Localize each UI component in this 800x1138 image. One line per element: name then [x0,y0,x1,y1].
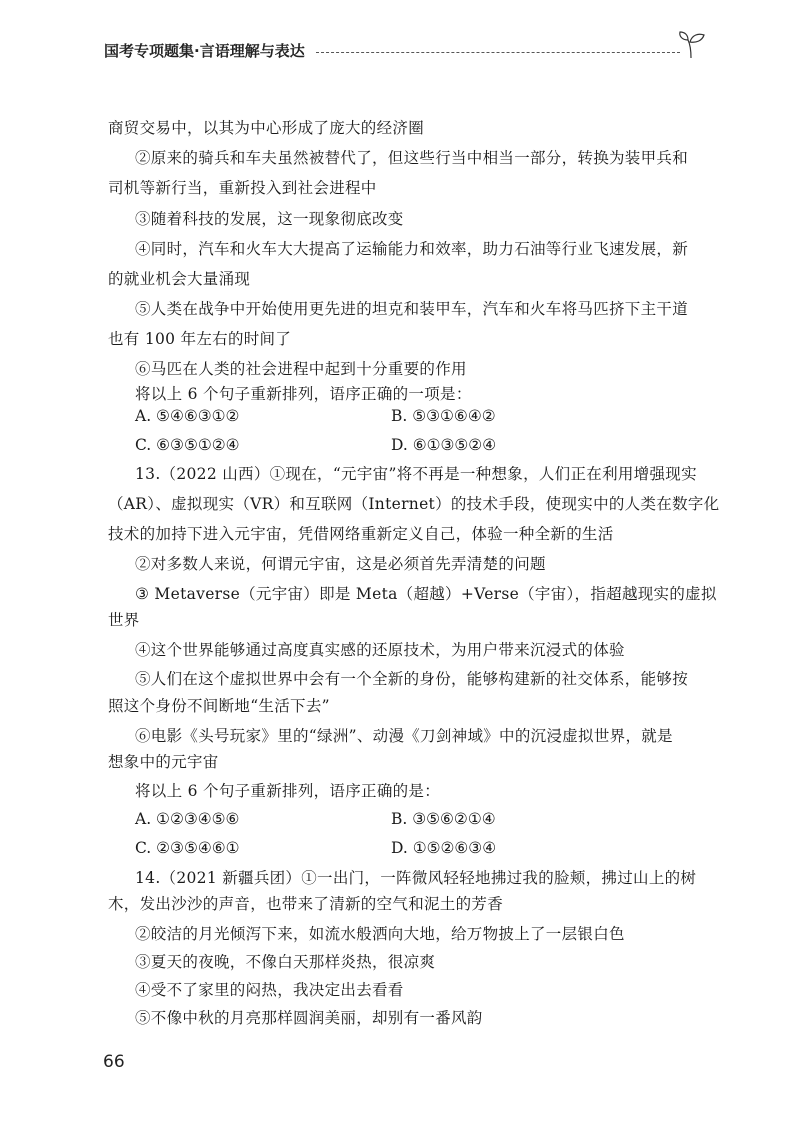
text-line: ④同时，汽车和火车大大提高了运输能力和效率，助力石油等行业飞速发展，新 [135,240,689,258]
q12-option-d: D. ⑥①③⑤②④ [391,436,497,454]
text-line: ⑥马匹在人类的社会进程中起到十分重要的作用 [135,360,467,378]
question-13-stem: 13.（2022 山西）①现在，“元宇宙”将不再是一种想象，人们正在利用增强现实 [135,465,697,483]
text-line: ③随着科技的发展，这一现象彻底改变 [135,210,404,228]
text-line: ③ Metaverse（元宇宙）即是 Meta（超越）+Verse（宇宙），指超越现实的虚拟 [135,585,717,603]
text-line: 将以上 6 个句子重新排列，语序正确的是： [135,782,441,800]
text-line: 的就业机会大量涌现 [108,270,251,288]
q13-option-b: B. ③⑤⑥②①④ [391,810,496,828]
sprout-icon [678,30,706,60]
text-line: ④受不了家里的闷热，我决定出去看看 [135,981,404,999]
book-title: 国考专项题集·言语理解与表达 [104,42,305,60]
page-number: 66 [103,1052,125,1072]
text-line: 也有 100 年左右的时间了 [108,330,292,348]
q12-option-a: A. ⑤④⑥③①② [135,407,240,425]
text-line: 世界 [108,611,140,629]
text-line: 想象中的元宇宙 [108,753,219,771]
question-14-stem: 14.（2021 新疆兵团）①一出门，一阵微风轻轻地拂过我的脸颊，拂过山上的树 [135,869,697,887]
q12-option-c: C. ⑥③⑤①②④ [135,436,240,454]
text-line: ⑤人类在战争中开始使用更先进的坦克和装甲车，汽车和火车将马匹挤下主干道 [135,300,689,318]
text-line: 将以上 6 个句子重新排列，语序正确的一项是： [135,385,472,403]
text-line: 司机等新行当，重新投入到社会进程中 [108,179,377,197]
text-line: ⑤人们在这个虚拟世界中会有一个全新的身份，能够构建新的社交体系，能够按 [135,670,689,688]
text-line: ⑥电影《头号玩家》里的“绿洲”、动漫《刀剑神域》中的沉浸虚拟世界，就是 [135,727,673,745]
text-line: ④这个世界能够通过高度真实感的还原技术，为用户带来沉浸式的体验 [135,641,625,659]
text-line: （AR）、虚拟现实（VR）和互联网（Internet）的技术手段，使现实中的人类在数字化 [108,495,720,513]
text-line: 木，发出沙沙的声音，也带来了清新的空气和泥土的芳香 [108,895,504,913]
text-line: 技术的加持下进入元宇宙，凭借网络重新定义自己，体验一种全新的生活 [108,525,614,543]
q12-option-b: B. ⑤③①⑥④② [391,407,496,425]
text-line: ③夏天的夜晚，不像白天那样炎热，很凉爽 [135,953,436,971]
text-line: 商贸交易中，以其为中心形成了庞大的经济圈 [108,119,425,137]
text-line: 照这个身份不间断地“生活下去” [108,697,330,715]
text-line: ⑤不像中秋的月亮那样圆润美丽，却别有一番风韵 [135,1009,483,1027]
header-rule [316,52,680,53]
q13-option-a: A. ①②③④⑤⑥ [135,810,240,828]
running-header [104,38,704,68]
text-line: ②皎洁的月光倾泻下来，如流水般洒向大地，给万物披上了一层银白色 [135,925,625,943]
text-line: ②原来的骑兵和车夫虽然被替代了，但这些行当中相当一部分，转换为装甲兵和 [135,149,689,167]
q13-option-d: D. ①⑤②⑥③④ [391,839,497,857]
q13-option-c: C. ②③⑤④⑥① [135,839,240,857]
text-line: ②对多数人来说，何谓元宇宙，这是必须首先弄清楚的问题 [135,555,546,573]
